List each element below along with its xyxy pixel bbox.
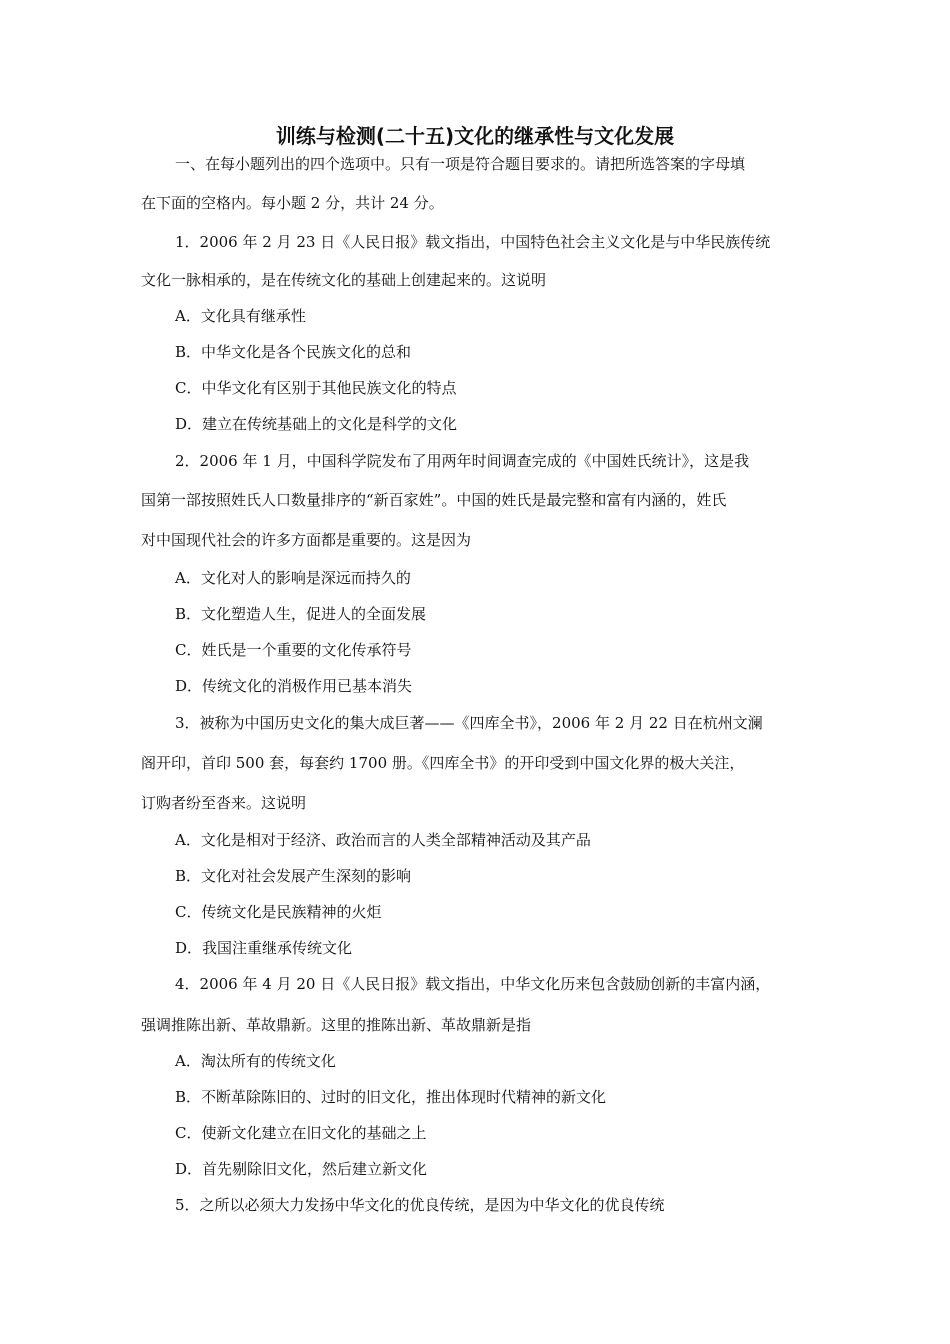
- question-4-option-d: D．首先剔除旧文化，然后建立新文化: [175, 1160, 428, 1178]
- question-2-option-b: B．文化塑造人生，促进人的全面发展: [175, 605, 427, 623]
- question-4-line-1: 4．2006 年 4 月 20 日《人民日报》载文指出，中华文化历来包含鼓励创新的丰富内涵，: [175, 975, 771, 993]
- question-1-line-1: 1．2006 年 2 月 23 日《人民日报》载文指出，中国特色社会主义文化是与中华民族传统: [175, 233, 771, 251]
- question-1-option-c: C．中华文化有区别于其他民族文化的特点: [175, 379, 457, 397]
- question-3-line-3: 订购者纷至沓来。这说明: [141, 794, 307, 812]
- question-2-option-c: C．姓氏是一个重要的文化传承符号: [175, 641, 412, 659]
- question-4-line-2: 强调推陈出新、革故鼎新。这里的推陈出新、革故鼎新是指: [141, 1016, 532, 1034]
- question-2-option-a: A．文化对人的影响是深远而持久的: [175, 569, 411, 587]
- question-3-option-c: C．传统文化是民族精神的火炬: [175, 903, 382, 921]
- question-2-line-3: 对中国现代社会的许多方面都是重要的。这是因为: [141, 531, 472, 549]
- instruction-line-1: 一、在每小题列出的四个选项中。只有一项是符合题目要求的。请把所选答案的字母填: [175, 155, 746, 173]
- question-2-line-2: 国第一部按照姓氏人口数量排序的“新百家姓”。中国的姓氏是最完整和富有内涵的，姓氏: [141, 491, 727, 509]
- instruction-line-2: 在下面的空格内。每小题 2 分，共计 24 分。: [141, 194, 444, 212]
- question-3-option-d: D．我国注重继承传统文化: [175, 939, 353, 957]
- question-1-option-a: A．文化具有继承性: [175, 307, 306, 325]
- question-3-line-1: 3．被称为中国历史文化的集大成巨著——《四库全书》，2006 年 2 月 22 日在杭州文澜: [175, 714, 763, 732]
- question-5-line-1: 5．之所以必须大力发扬中华文化的优良传统，是因为中华文化的优良传统: [175, 1196, 665, 1214]
- question-2-option-d: D．传统文化的消极作用已基本消失: [175, 677, 413, 695]
- question-4-option-a: A．淘汰所有的传统文化: [175, 1052, 336, 1070]
- question-3-option-a: A．文化是相对于经济、政治而言的人类全部精神活动及其产品: [175, 831, 591, 849]
- question-1-option-d: D．建立在传统基础上的文化是科学的文化: [175, 415, 458, 433]
- question-2-line-1: 2．2006 年 1 月，中国科学院发布了用两年时间调查完成的《中国姓氏统计》，这是我: [175, 452, 750, 470]
- page-title: 训练与检测(二十五)文化的继承性与文化发展: [275, 124, 675, 148]
- question-3-line-2: 阁开印，首印 500 套，每套约 1700 册。《四库全书》的开印受到中国文化界的极大关注，: [141, 754, 745, 772]
- question-4-option-b: B．不断革除陈旧的、过时的旧文化，推出体现时代精神的新文化: [175, 1088, 607, 1106]
- question-1-line-2: 文化一脉相承的，是在传统文化的基础上创建起来的。这说明: [141, 271, 547, 289]
- question-1-option-b: B．中华文化是各个民族文化的总和: [175, 343, 412, 361]
- question-4-option-c: C．使新文化建立在旧文化的基础之上: [175, 1124, 427, 1142]
- question-3-option-b: B．文化对社会发展产生深刻的影响: [175, 867, 412, 885]
